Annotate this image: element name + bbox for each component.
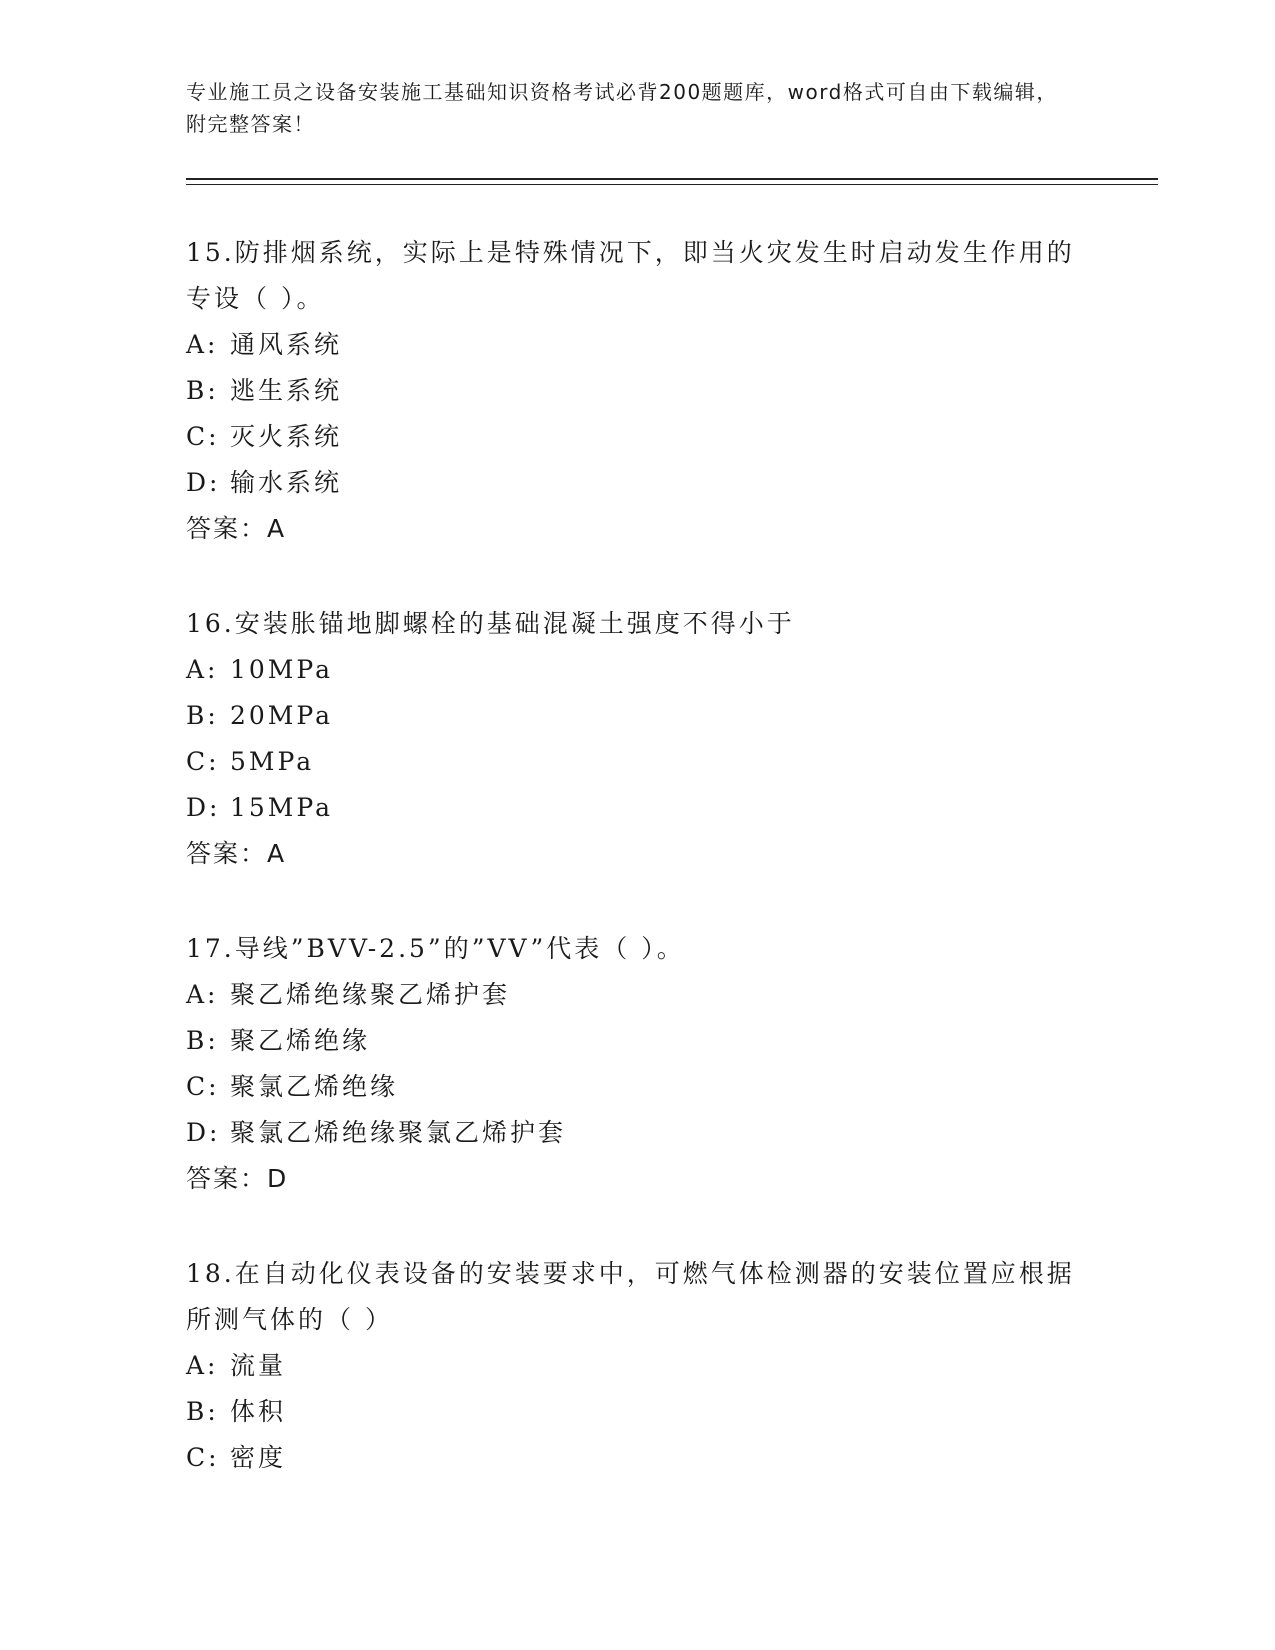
option-d	[186, 1110, 1086, 1156]
question-17	[186, 926, 1086, 1202]
option-text: 输水系统	[230, 468, 343, 497]
option-text: 15MPa	[230, 793, 334, 822]
option-letter: B:	[186, 701, 219, 730]
header-divider-thin	[186, 184, 1158, 185]
option-text: 通风系统	[230, 330, 343, 359]
answer-line: 答案：A	[186, 839, 287, 868]
option-letter: B:	[186, 1026, 219, 1055]
header-divider-thick	[186, 178, 1158, 180]
option-c	[186, 1435, 1086, 1481]
option-letter: A:	[186, 330, 219, 359]
answer-line: 答案：A	[186, 514, 287, 543]
option-c	[186, 414, 1086, 460]
option-letter: A:	[186, 655, 219, 684]
answer-line: 答案：D	[186, 1164, 289, 1193]
option-letter: A:	[186, 1351, 219, 1380]
option-text: 10MPa	[230, 655, 334, 684]
option-a	[186, 322, 1086, 368]
question-18	[186, 1251, 1086, 1481]
option-text: 5MPa	[230, 747, 315, 776]
question-16	[186, 601, 1086, 877]
option-a	[186, 647, 1086, 693]
option-letter: B:	[186, 1397, 219, 1426]
option-text: 体积	[230, 1397, 287, 1426]
option-text: 密度	[230, 1443, 287, 1472]
option-c	[186, 739, 1086, 785]
option-d	[186, 460, 1086, 506]
question-stem: 18.在自动化仪表设备的安装要求中，可燃气体检测器的安装位置应根据所测气体的（ ）	[186, 1259, 1075, 1334]
option-text: 聚乙烯绝缘	[230, 1026, 371, 1055]
option-letter: C:	[186, 747, 220, 776]
option-b	[186, 368, 1086, 414]
option-letter: C:	[186, 1072, 220, 1101]
option-letter: D:	[186, 468, 221, 497]
question-list	[186, 230, 1086, 1530]
option-letter: A:	[186, 980, 219, 1009]
option-letter: C:	[186, 422, 220, 451]
question-stem: 16.安装胀锚地脚螺栓的基础混凝土强度不得小于	[186, 609, 795, 638]
option-text: 聚氯乙烯绝缘聚氯乙烯护套	[230, 1118, 567, 1147]
option-letter: C:	[186, 1443, 220, 1472]
option-letter: B:	[186, 376, 219, 405]
option-b	[186, 1018, 1086, 1064]
option-b	[186, 693, 1086, 739]
option-text: 逃生系统	[230, 376, 343, 405]
document-header: 专业施工员之设备安装施工基础知识资格考试必背200题题库，word格式可自由下载编辑，附完整答案！	[186, 80, 1058, 136]
option-c	[186, 1064, 1086, 1110]
option-b	[186, 1389, 1086, 1435]
question-15	[186, 230, 1086, 552]
option-a	[186, 972, 1086, 1018]
option-text: 聚乙烯绝缘聚乙烯护套	[230, 980, 511, 1009]
option-text: 灭火系统	[230, 422, 343, 451]
option-text: 聚氯乙烯绝缘	[230, 1072, 399, 1101]
question-stem: 17.导线”BVV-2.5”的”VV”代表（ ）。	[186, 934, 685, 963]
question-stem: 15.防排烟系统，实际上是特殊情况下，即当火灾发生时启动发生作用的专设（ ）。	[186, 238, 1075, 313]
option-text: 20MPa	[230, 701, 334, 730]
option-d	[186, 785, 1086, 831]
option-letter: D:	[186, 793, 221, 822]
option-text: 流量	[230, 1351, 287, 1380]
option-a	[186, 1343, 1086, 1389]
option-letter: D:	[186, 1118, 221, 1147]
